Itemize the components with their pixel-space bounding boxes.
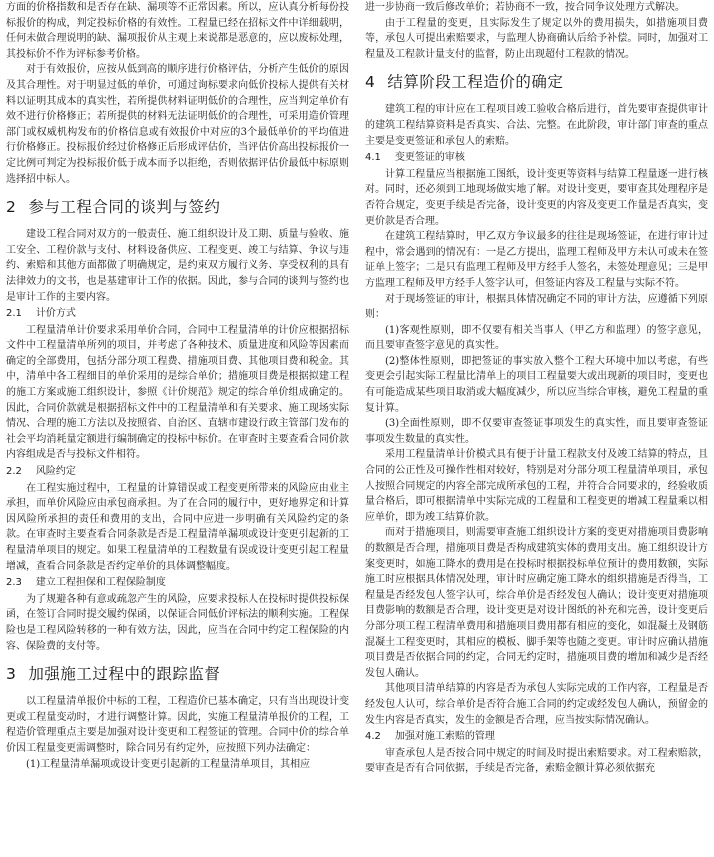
paragraph: 方面的价格指数和是否存在缺、漏项等不正常因素。所以，应认真分析每份投标报价的构成，判定投标价格的有效性。工程量已经在招标文件中详细载明，任何未做合理说明的缺、漏项报价从主观上来说都是恶意的，应以废标处理，其投标价不作为评标参考价格。 <box>6 2 349 60</box>
section-heading <box>365 72 708 92</box>
paragraph: 对于有效报价，应按从低到高的顺序进行价格评估，分析产生低价的原因及其合理性。对于明显过低的单价，可通过询标要求向低价投标人提供有关材料以证明其成本的真实性，若所提供材料证明低价的合理性，应当判定单价有效不进行价格修正；若所提供的材料无法证明低价的合理性，可采用造价管理部门或权威机构发布的价格信息或有效报价中对应的3个最低单价的平均值进行价格修正。投标报价经过价格修正后形成评估价，当评估价高出投标报价一定比例可判定为投标报价低于成本而予以拒绝，否则依据评估价最低中标原则选择招中标人。 <box>6 64 349 185</box>
paragraph: 在工程实施过程中，工程量的计算错误或工程变更所带来的风险应由业主承担，而单价风险应由承包商承担。为了在合同的履行中，更好地界定和计算因风险所承担的责任和费用的支出，合同中应进一步明确有关风险约定的条款。在审查时主要查看合同条款是否是工程量清单漏项或设计变更引起新的工程量清单项目的规定。如果工程量清单的工程数量有误或设计变更引起工程量增减，查看合同条款是否约定单价的具体调整幅度。 <box>6 482 349 572</box>
left-column <box>6 0 349 857</box>
subsection-heading <box>6 464 349 480</box>
subsection-heading <box>6 306 349 322</box>
paragraph: 采用工程量清单计价模式具有便于计量工程款支付及竣工结算的特点，且合同的公正性及可操作性相对较好，特别是对分部分项工程量清单项目，承包人按照合同规定的内容全部完成所承包的工程，并符合合同要求的，经验收质量合格后，即可根据清单中实际完成的工程量和工程变更的增减工程量乘以相应单价，即为竣工结算价款。 <box>365 449 708 523</box>
paragraph: (3)全面性原则，即不仅要审查签证事项发生的真实性，而且要审查签证事项发生数量的真实性。 <box>365 418 708 445</box>
right-column <box>365 0 708 857</box>
paragraph: 为了规避各种有意或疏忽产生的风险，应要求投标人在投标时提供投标保函，在签订合同时提交履约保函，以保证合同低价评标法的顺利实施。工程保险也是工程风险转移的一种有效方法，因此，应当在合同中约定工程保险的内容、保险费的支付等。 <box>6 593 349 652</box>
paragraph: 对于现场签证的审计，根据具体情况确定不同的审计方法，应遵循下列原则： <box>365 293 708 321</box>
paragraph: 建设工程合同对双方的一般责任、施工组织设计及工期、质量与验收、施工安全、工程价款与支付、材料设备供应、工程变更、竣工与结算、争议与违约、索赔和其他方面都做了明确规定，是约束双方履行义务、享受权利的具有法律效力的文书，也是基建审计工作的依据。因此，参与合同的谈判与签约也是审计工作的主要内容。 <box>6 229 349 303</box>
subsection-number: 4.1 <box>365 152 381 164</box>
paragraph: 审查承包人是否按合同中规定的时间及时提出索赔要求。对工程索赔款，要审查是否有合同依据，手续是否完备，索赔金额计算必须依据充 <box>365 747 708 775</box>
subsection-number: 2.2 <box>6 466 22 478</box>
section-title: 参与工程合同的谈判与签约 <box>28 198 221 217</box>
paragraph: (2)整体性原则，即把签证的事实放入整个工程大环境中加以考虑，有些变更会引起实际工程量比清单上的项目工程量要大或出现新的项目时，变更也有可能造成某些项目取消或大幅度减少，所以应当综合审核，避免工程量的重复计算。 <box>365 355 708 414</box>
subsection-number: 2.1 <box>6 308 22 320</box>
section-title: 结算阶段工程造价的确定 <box>387 73 564 92</box>
paragraph: (1)客观性原则，即不仅要有相关当事人（甲乙方和监理）的签字意见，而且要审查签字意见的真实性。 <box>365 324 708 352</box>
subsection-number: 4.2 <box>365 731 381 743</box>
section-number: 3 <box>6 665 17 684</box>
paragraph: 以工程量清单报价中标的工程，工程造价已基本确定，只有当出现设计变更或工程量变动时，才进行调整计算。因此，实施工程量清单报价的工程，工程造价管理重点主要是加强对设计变更和工程签证的管理。合同中价的综合单价因工程量变更需调整时，除合同另有约定外，应按照下列办法确定： <box>6 696 349 754</box>
paragraph: 工程量清单计价要求采用单价合同，合同中工程量清单的计价应根据招标文件中工程量清单所列的项目，并考虑了各种技术、质量进度和风险等因素而确定的全部费用，包括分部分项工程费、措施项目费、其他项目费和税金。其中，清单中各工程细目的单价采用的是综合单价；措施项目费是根据拟建工程的施工方案或施工组织设计，参照《计价规范》规定的综合单价组成确定的。因此，合同价款就是根据招标文件中的工程量清单和有关要求、施工现场实际情况、合理的施工方法以及按照省、自治区、直辖市建设行政主管部门发布的社会平均消耗量定额进行编制确定的投标中标价。在审查时主要查看合同价款内容组成是否与投标文件相符。 <box>6 324 349 461</box>
subsection-title: 加强对施工索赔的管理 <box>394 731 495 743</box>
subsection-title: 变更签证的审核 <box>394 152 465 164</box>
subsection-title: 风险约定 <box>35 466 76 478</box>
paragraph: 其他项目清单结算的内容是否为承包人实际完成的工作内容，工程量是否经发包人认可，综合单价是否符合施工合同的约定或经发包人确认，预留金的发生内容是否真实，发生的金额是否合理，应当按实际情况确认。 <box>365 683 708 726</box>
section-number: 4 <box>365 73 376 92</box>
paragraph: (1)工程量清单漏项或设计变更引起新的工程量清单项目，其相应 <box>26 758 311 770</box>
paragraph: 而对于措施项目，则需要审查施工组织设计方案的变更对措施项目费影响的数额是否合理，措施项目费是否构成建筑实体的费用支出。施工组织设计方案变更时，如施工降水的费用是在投标时根据投标单位预计的费用数额，实际施工时应根据具体情况处理，审计时应确定施工降水的组织措施是否得当，工程量是否经发包人签字认可，综合单价是否经发包人确认；设计变更对措施项目费影响的数额是否合理，设计变更是对设计图纸的补充和完善，设计变更后分部分项工程工程清单费用和措施项目费用都有相应的变化，如混凝土及钢筋混凝土工程变更时，其相应的模板、脚手架等也随之变更。审计时应确认措施项目费是否依据合同的约定，合同无约定时，措施项目费的增加和减少是否经发包人确认。 <box>365 527 708 679</box>
subsection-number: 2.3 <box>6 577 22 589</box>
subsection-heading <box>365 150 708 166</box>
paragraph: 由于工程量的变更，且实际发生了规定以外的费用损失，如措施项目费等，承包人可提出索赔要求，与监理人协商确认后给予补偿。同时，加强对工程量及工程款计量支付的监督，防止出现超付工程款的情况。 <box>365 17 708 60</box>
section-heading <box>6 197 349 217</box>
paragraph: 建筑工程的审计应在工程项目竣工验收合格后进行，首先要审查提供审计的建筑工程结算资料是否真实、合法、完整。在此阶段，审计部门审查的重点主要是变更签证和承包人的索赔。 <box>365 104 708 147</box>
subsection-heading <box>365 729 708 745</box>
paragraph: 计算工程量应当根据施工图纸，设计变更等资料与结算工程量逐一进行核对。同时，还必须到工地现场做实地了解。对设计变更，要审查其处理程序是否符合规定，变更手续是否完备，设计变更的内容及变更工作量是否真实，变更价款是否合理。 <box>365 168 708 227</box>
section-title: 加强施工过程中的跟踪监督 <box>28 665 221 684</box>
subsection-title: 建立工程担保和工程保险制度 <box>35 577 166 589</box>
subsection-title: 计价方式 <box>35 308 76 320</box>
paragraph: 在建筑工程结算时，甲乙双方争议最多的往往是现场签证，在进行审计过程中，常会遇到的情况有：一是乙方提出，监理工程师及甲方未认可或未在签证单上签字；二是只有监理工程师及甲方经手人签名，未签处理意见；三是甲方监理工程师及甲方经手人签字认可，但签证内容及工程量与实际不符。 <box>365 231 708 289</box>
paragraph: 进一步协商一致后修改单价；若协商不一致，按合同争议处理方式解决。 <box>365 2 685 13</box>
subsection-heading <box>6 575 349 591</box>
section-number: 2 <box>6 198 17 217</box>
section-heading <box>6 664 349 684</box>
